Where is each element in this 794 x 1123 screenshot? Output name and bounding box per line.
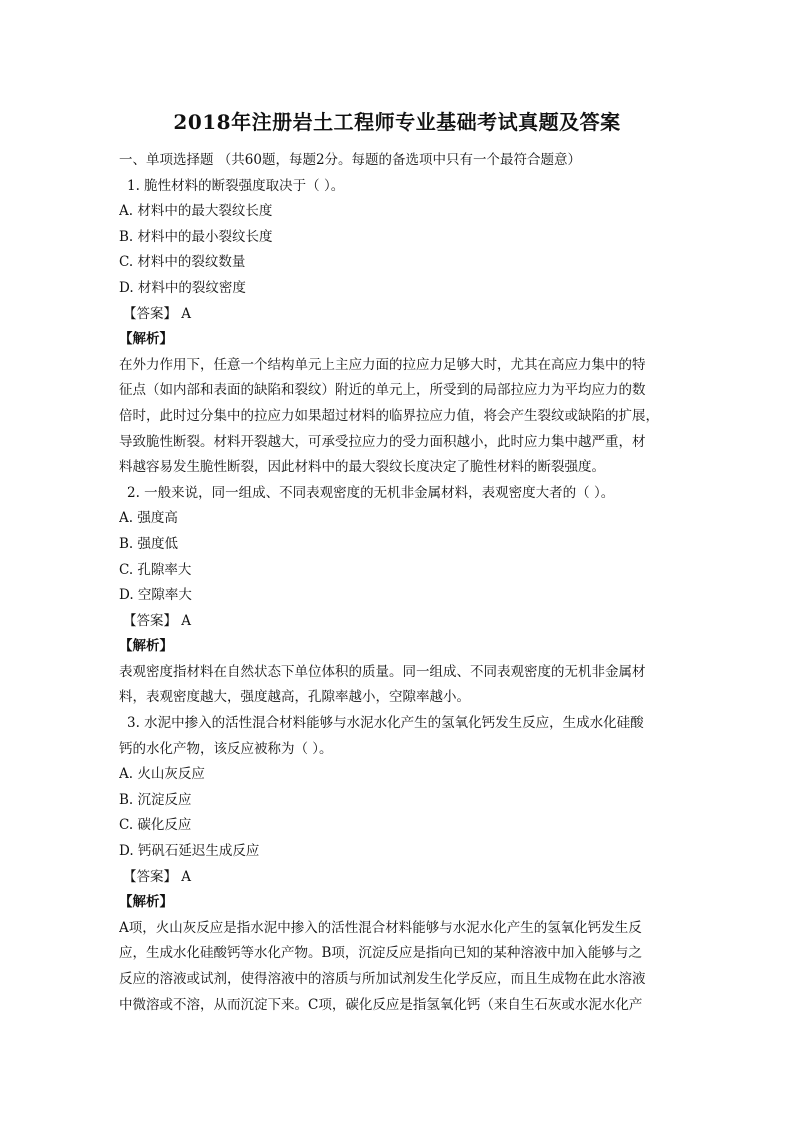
question-3-stem: 3. 水泥中掺入的活性混合材料能够与水泥水化产生的氢氧化钙发生反应，生成水化硅酸 (127, 715, 644, 732)
section-heading: 一、单项选择题 （共60题，每题2分。每题的备选项中只有一个最符合题意） (119, 152, 582, 168)
question-2-option-a: A. 强度高 (119, 510, 178, 527)
question-1-analysis-line: 导致脆性断裂。材料开裂越大，可承受拉应力的受力面积越小，此时应力集中越严重，材 (119, 433, 646, 450)
question-2-analysis-line: 表观密度指材料在自然状态下单位体积的质量。同一组成、不同表观密度的无机非金属材 (119, 663, 646, 680)
question-3-option-b: B. 沉淀反应 (119, 791, 192, 808)
document-body (119, 148, 679, 1018)
question-1-analysis-line: 倍时，此时过分集中的拉应力如果超过材料的临界拉应力值，将会产生裂纹或缺陷的扩展， (119, 407, 659, 424)
question-2-answer: 【答案】 A (123, 612, 192, 629)
question-1-answer: 【答案】 A (123, 305, 192, 322)
question-3-option-a: A. 火山灰反应 (119, 766, 205, 783)
question-1-analysis-line: 料越容易发生脆性断裂，因此材料中的最大裂纹长度决定了脆性材料的断裂强度。 (119, 459, 605, 476)
question-2-analysis-line: 料，表观密度越大，强度越高，孔隙率越小，空隙率越小。 (119, 689, 470, 706)
question-3-option-c: C. 碳化反应 (119, 817, 192, 834)
question-1-option-c: C. 材料中的裂纹数量 (119, 254, 246, 271)
question-3-analysis-line: 反应的溶液或试剂，使得溶液中的溶质与所加试剂发生化学反应，而且生成物在此水溶液 (119, 971, 646, 987)
question-1-analysis-label: 【解析】 (119, 331, 173, 348)
question-1-option-b: B. 材料中的最小裂纹长度 (119, 228, 273, 245)
question-3-analysis-line: 中微溶或不溶，从而沉淀下来。C项，碳化反应是指氢氧化钙（来自生石灰或水泥水化产 (119, 996, 643, 1013)
question-3-analysis-line: A项，火山灰反应是指水泥中掺入的活性混合材料能够与水泥水化产生的氢氧化钙发生反 (119, 919, 642, 936)
question-2-option-c: C. 孔隙率大 (119, 561, 192, 578)
question-1-stem: 1. 脆性材料的断裂强度取决于（ ）。 (127, 177, 345, 194)
question-2-option-b: B. 强度低 (119, 535, 179, 552)
question-3-answer: 【答案】 A (123, 868, 192, 885)
question-1-option-a: A. 材料中的最大裂纹长度 (119, 203, 273, 220)
question-2-analysis-label: 【解析】 (119, 638, 173, 655)
question-1-analysis-line: 在外力作用下，任意一个结构单元上主应力面的拉应力足够大时，尤其在高应力集中的特 (119, 356, 646, 373)
question-1-analysis-line: 征点（如内部和表面的缺陷和裂纹）附近的单元上，所受到的局部拉应力为平均应力的数 (119, 382, 646, 399)
question-2-stem: 2. 一般来说，同一组成、不同表观密度的无机非金属材料，表观密度大者的（ ）。 (127, 484, 615, 501)
question-1-option-d: D. 材料中的裂纹密度 (119, 279, 246, 296)
question-3-option-d: D. 钙矾石延迟生成反应 (119, 843, 260, 860)
question-3-analysis-line: 应，生成水化硅酸钙等水化产物。B项，沉淀反应是指向已知的某种溶液中加入能够与之 (119, 945, 642, 962)
question-2-option-d: D. 空隙率大 (119, 587, 192, 604)
question-3-analysis-label: 【解析】 (119, 894, 173, 911)
question-3-stem-continued: 钙的水化产物，该反应被称为（ ）。 (119, 740, 333, 757)
document-title: 2018年注册岩土工程师专业基础考试真题及答案 (173, 110, 621, 134)
